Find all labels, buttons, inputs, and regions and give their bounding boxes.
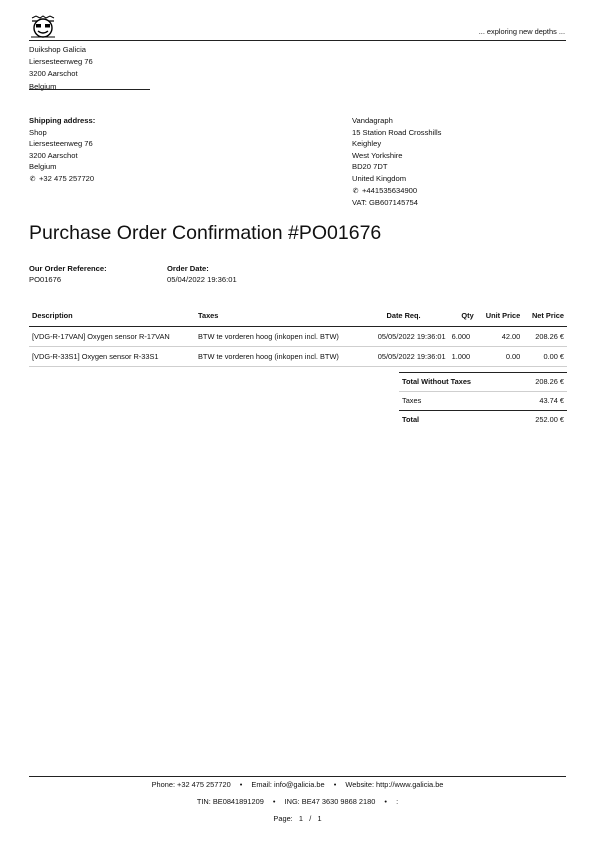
line-qty: 6.000: [449, 327, 477, 347]
company-name: Duikshop Galicia: [29, 45, 86, 54]
document-title: Purchase Order Confirmation #PO01676: [29, 222, 382, 244]
company-logo-icon: [30, 15, 56, 39]
order-date-label: Order Date:: [167, 264, 209, 273]
vendor-county: West Yorkshire: [352, 150, 403, 160]
shipping-city: 3200 Aarschot: [29, 150, 78, 160]
line-unit-price: 0.00: [477, 347, 524, 367]
company-country: Belgium: [29, 81, 57, 91]
order-lines-table: [29, 311, 567, 367]
column-description: Description: [29, 311, 195, 327]
page-slash: /: [309, 814, 312, 823]
footer-website[interactable]: Website: http://www.galicia.be: [345, 780, 444, 789]
line-date-req: 05/05/2022 19:36:01: [364, 347, 449, 367]
vendor-phone-row: [352, 185, 441, 198]
footer-bullet: •: [272, 797, 276, 806]
total-taxes-value: 43.74 €: [514, 392, 567, 411]
total-untaxed-value: 208.26 €: [514, 373, 567, 392]
footer-email[interactable]: Email: info@galicia.be: [251, 780, 325, 789]
shipping-phone-row: [29, 173, 95, 186]
company-address: [29, 44, 93, 93]
line-taxes: BTW te vorderen hoog (inkopen incl. BTW): [195, 347, 364, 367]
vendor-name: Vandagraph: [352, 116, 393, 125]
total-untaxed-row: [399, 373, 567, 392]
line-date-req: 05/05/2022 19:36:01: [364, 327, 449, 347]
total-untaxed-label: Total Without Taxes: [399, 373, 514, 392]
vendor-postcode: BD20 7DT: [352, 162, 388, 172]
page-current: 1: [298, 814, 304, 823]
page-label: Page:: [273, 814, 293, 823]
column-taxes: Taxes: [195, 311, 364, 327]
table-row: [29, 347, 567, 367]
order-date: [167, 263, 237, 285]
footer-page-number: [0, 814, 595, 823]
footer-bullet: •: [333, 780, 337, 789]
column-date-req: Date Req.: [364, 311, 449, 327]
column-qty: Qty: [449, 311, 477, 327]
vendor-vat: VAT: GB607145754: [352, 198, 418, 208]
page-total: 1: [317, 814, 322, 823]
order-reference: [29, 263, 107, 285]
shipping-heading: Shipping address:: [29, 116, 96, 125]
grand-total-value: 252.00 €: [514, 411, 567, 430]
total-taxes-label: Taxes: [399, 392, 514, 411]
order-date-value: 05/04/2022 19:36:01: [167, 275, 237, 284]
total-taxes-row: [399, 392, 567, 411]
line-description: [VDG-R-17VAN] Oxygen sensor R-17VAN: [29, 327, 195, 347]
line-net-price: 0.00 €: [523, 347, 567, 367]
footer-phone: Phone: +32 475 257720: [151, 780, 231, 789]
footer-colon: :: [396, 797, 399, 806]
shipping-country: Belgium: [29, 162, 57, 172]
shipping-street: Liersesteenweg 76: [29, 139, 93, 149]
shipping-phone: +32 475 257720: [39, 173, 95, 183]
column-net-price: Net Price: [523, 311, 567, 327]
vendor-street: 15 Station Road Crosshills: [352, 127, 442, 137]
phone-icon: ✆: [29, 175, 36, 183]
header-divider: [29, 40, 566, 41]
footer-iban: ING: BE47 3630 9868 2180: [284, 797, 376, 806]
grand-total-label: Total: [399, 411, 514, 430]
shipping-name: Shop: [29, 127, 47, 137]
footer-contact: [0, 780, 595, 789]
footer-divider: [29, 776, 566, 777]
line-taxes: BTW te vorderen hoog (inkopen incl. BTW): [195, 327, 364, 347]
totals-table: [399, 372, 567, 429]
footer-bullet: •: [384, 797, 388, 806]
order-reference-value: PO01676: [29, 275, 62, 284]
footer-bullet: •: [239, 780, 243, 789]
company-divider: [29, 89, 150, 90]
table-row: [29, 327, 567, 347]
footer-legal: [0, 797, 595, 806]
vendor-address: [352, 115, 441, 209]
vendor-country: United Kingdom: [352, 173, 407, 183]
grand-total-row: [399, 411, 567, 430]
header-tagline: ... exploring new depths ...: [478, 27, 565, 36]
vendor-town: Keighley: [352, 139, 382, 149]
company-street: Liersesteenweg 76: [29, 57, 93, 67]
shipping-address: [29, 115, 95, 186]
footer-tin: TIN: BE0841891209: [196, 797, 264, 806]
line-net-price: 208.26 €: [523, 327, 567, 347]
company-city: 3200 Aarschot: [29, 69, 78, 79]
vendor-phone: +441535634900: [362, 185, 418, 195]
column-unit-price: Unit Price: [477, 311, 524, 327]
table-header-row: [29, 311, 567, 327]
order-reference-label: Our Order Reference:: [29, 264, 107, 273]
phone-icon: ✆: [352, 187, 359, 195]
line-description: [VDG-R-33S1] Oxygen sensor R-33S1: [29, 347, 195, 367]
line-qty: 1.000: [449, 347, 477, 367]
line-unit-price: 42.00: [477, 327, 524, 347]
